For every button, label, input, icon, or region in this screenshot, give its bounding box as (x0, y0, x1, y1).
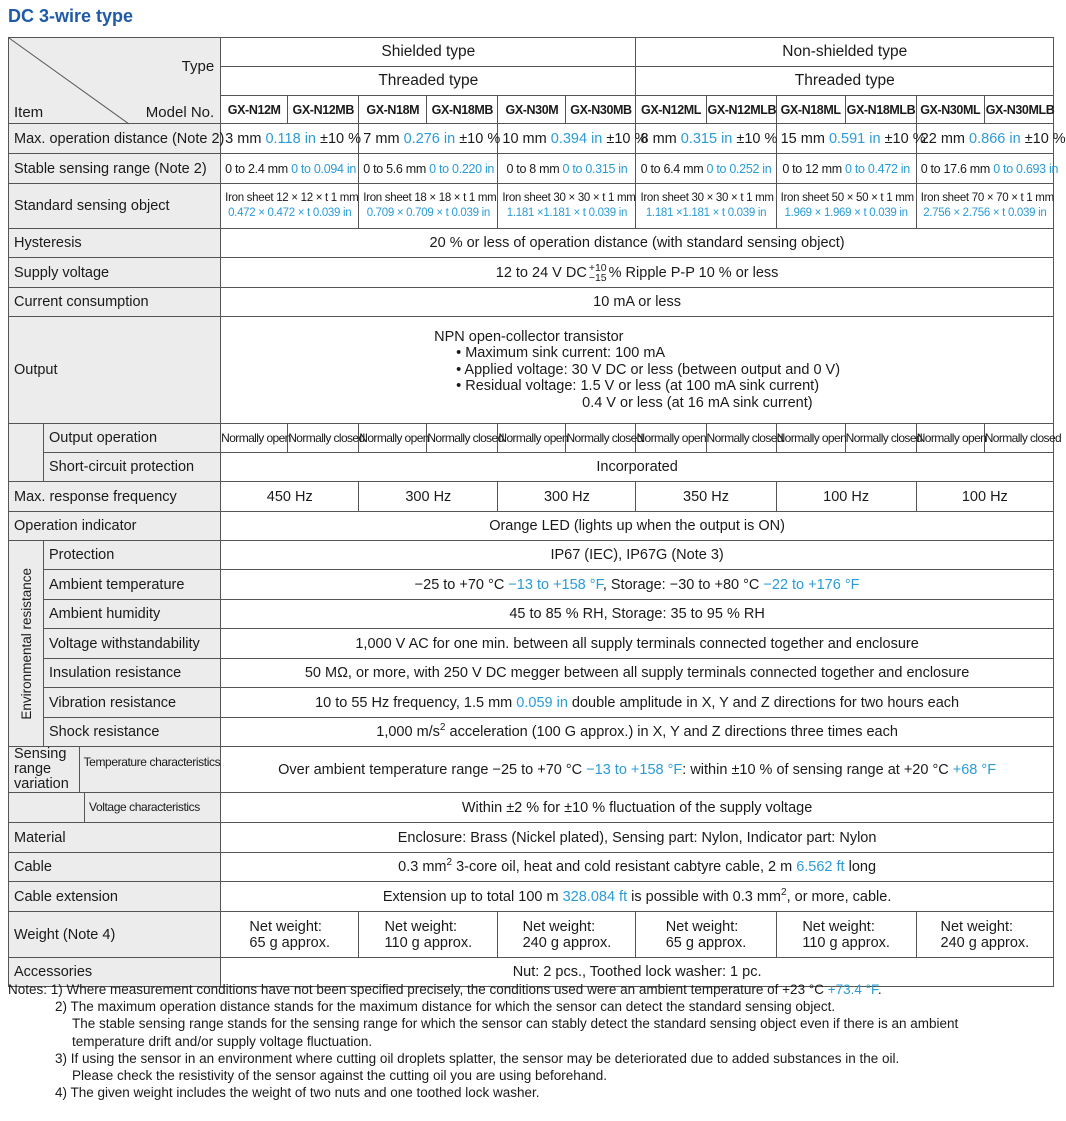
cable-row (9, 853, 1054, 882)
spec-cell: 0 to 6.4 mm 0 to 0.252 in (636, 154, 776, 184)
note-3: 3) If using the sensor in an environment where cutting oil droplets splatter, the sensor may be deteriorated due to added substances in the oil. (55, 1050, 900, 1066)
row-label: Operation indicator (9, 512, 221, 541)
spec-cell: Normally open (498, 424, 566, 453)
row-label: Weight (Note 4) (9, 912, 221, 958)
model-number: GX-N18M (359, 96, 427, 124)
short-circuit-row (9, 453, 1054, 482)
spec-cell: Net weight: 240 g approx. (916, 912, 1053, 958)
spec-cell: 0 to 8 mm 0 to 0.315 in (498, 154, 636, 184)
spec-cell: 7 mm 0.276 in ±10 % (359, 124, 498, 154)
model-number: GX-N30M (498, 96, 566, 124)
sensing-object-row (9, 184, 1054, 229)
cable-extension-row (9, 882, 1054, 912)
row-label: Output (9, 317, 221, 424)
model-number: GX-N30MLB (984, 96, 1053, 124)
spec-value: Within ±2 % for ±10 % fluctuation of the supply voltage (221, 793, 1054, 823)
srv-cell (9, 793, 221, 823)
insulation-row (9, 659, 1054, 688)
row-label: Stable sensing range (Note 2) (9, 154, 221, 184)
model-number: GX-N18MLB (845, 96, 916, 124)
notes (8, 981, 1058, 1101)
spec-cell: Iron sheet 12 × 12 × t 1 mm 0.472 × 0.472 × t 0.039 in (221, 184, 359, 229)
spec-cell: Net weight: 240 g approx. (498, 912, 636, 958)
spec-cell: Iron sheet 30 × 30 × t 1 mm 1.181 ×1.181 × t 0.039 in (498, 184, 636, 229)
shielded-type-header: Shielded type (221, 38, 636, 67)
row-label: Ambient humidity (44, 600, 221, 629)
spec-cell: Normally closed (427, 424, 498, 453)
row-label: Cable (9, 853, 221, 882)
protection-row (9, 541, 1054, 570)
spec-cell: 300 Hz (359, 482, 498, 512)
spec-value: Over ambient temperature range −25 to +70 °C −13 to +158 °F: within ±10 % of sensing range at +20 °C +68 °F (221, 747, 1054, 793)
ambient-temp-row (9, 570, 1054, 600)
srv-cell (9, 747, 221, 793)
spec-value: −25 to +70 °C −13 to +158 °F, Storage: −30 to +80 °C −22 to +176 °F (221, 570, 1054, 600)
spec-cell: Iron sheet 18 × 18 × t 1 mm 0.709 × 0.709 × t 0.039 in (359, 184, 498, 229)
spec-cell: Iron sheet 50 × 50 × t 1 mm 1.969 × 1.969 × t 0.039 in (776, 184, 916, 229)
spec-cell: Normally open (221, 424, 288, 453)
indicator-row (9, 512, 1054, 541)
spec-cell: 0 to 17.6 mm 0 to 0.693 in (916, 154, 1053, 184)
output-operation-row (9, 424, 1054, 453)
spec-cell: Normally closed (566, 424, 636, 453)
spec-value: 10 mA or less (221, 288, 1054, 317)
spec-cell: 450 Hz (221, 482, 359, 512)
spec-cell: 100 Hz (776, 482, 916, 512)
output-details: NPN open-collector transistor • Maximum sink current: 100 mA • Applied voltage: 30 V DC or less (between output and 0 V) • Residual voltage: 1.5 V or less (at 100 mA sink current) 0.4 V or less (at 16 mA sink current) (434, 328, 841, 411)
spec-value: 45 to 85 % RH, Storage: 35 to 95 % RH (221, 600, 1054, 629)
spec-cell: Net weight: 110 g approx. (776, 912, 916, 958)
hysteresis-row (9, 229, 1054, 258)
spec-cell: Net weight: 110 g approx. (359, 912, 498, 958)
row-label: Max. operation distance (Note 2) (9, 124, 221, 154)
model-number: GX-N30ML (916, 96, 984, 124)
spec-cell: 0 to 5.6 mm 0 to 0.220 in (359, 154, 498, 184)
model-number: GX-N12MB (288, 96, 359, 124)
spec-cell: Net weight: 65 g approx. (636, 912, 776, 958)
spec-value: IP67 (IEC), IP67G (Note 3) (221, 541, 1054, 570)
row-label: Shock resistance (44, 718, 221, 747)
srv-volt-row (9, 793, 1054, 823)
row-label: Short-circuit protection (44, 453, 221, 482)
weight-row (9, 912, 1054, 958)
row-label: Current consumption (9, 288, 221, 317)
note-2: 2) The maximum operation distance stands for the maximum distance for which the sensor can detect the standard sensing object. (55, 999, 836, 1015)
item-label: Item (14, 104, 44, 121)
row-label: Vibration resistance (44, 688, 221, 718)
row-label: Hysteresis (9, 229, 221, 258)
spec-cell: Normally closed (845, 424, 916, 453)
spec-value: 1,000 V AC for one min. between all supply terminals connected together and enclosure (221, 629, 1054, 659)
spec-value (221, 317, 1054, 424)
note-2-cont: The stable sensing range stands for the sensing range for which the sensor can stably detect the standard sensing object even if there is an ambient (72, 1016, 959, 1032)
indent-cell (9, 424, 44, 453)
spec-cell: 22 mm 0.866 in ±10 % (916, 124, 1053, 154)
model-no-label: Model No. (145, 104, 215, 121)
stable-range-row (9, 154, 1054, 184)
max-distance-row (9, 124, 1054, 154)
spec-cell: Iron sheet 30 × 30 × t 1 mm 1.181 ×1.181 × t 0.039 in (636, 184, 776, 229)
row-label: Voltage withstandability (44, 629, 221, 659)
humidity-row (9, 600, 1054, 629)
spec-cell: 350 Hz (636, 482, 776, 512)
spec-value: Nut: 2 pcs., Toothed lock washer: 1 pc. (221, 958, 1054, 987)
spec-cell: Net weight: 65 g approx. (221, 912, 359, 958)
spec-value: 50 MΩ, or more, with 250 V DC megger between all supply terminals connected together and enclosure (221, 659, 1054, 688)
non-shielded-type-header: Non-shielded type (636, 38, 1054, 67)
shock-row (9, 718, 1054, 747)
spec-cell: Normally closed (984, 424, 1053, 453)
model-number: GX-N18ML (776, 96, 845, 124)
spec-cell: 10 mm 0.394 in ±10 % (498, 124, 636, 154)
response-frequency-row (9, 482, 1054, 512)
spec-cell: Normally open (359, 424, 427, 453)
withstand-row (9, 629, 1054, 659)
model-number: GX-N12M (221, 96, 288, 124)
spec-cell: Normally open (636, 424, 706, 453)
spec-cell: 15 mm 0.591 in ±10 % (776, 124, 916, 154)
row-label: Ambient temperature (44, 570, 221, 600)
row-label: Accessories (9, 958, 221, 987)
spec-value: Enclosure: Brass (Nickel plated), Sensing part: Nylon, Indicator part: Nylon (221, 823, 1054, 853)
note-4: 4) The given weight includes the weight of two nuts and one toothed lock washer. (55, 1085, 540, 1101)
note-1: Notes: 1) Where measurement conditions have not been specified precisely, the conditions used were an ambient temperature of +23 °C +73.4 °F. (8, 982, 882, 997)
material-row (9, 823, 1054, 853)
row-label: Output operation (44, 424, 221, 453)
type-label: Type (181, 58, 215, 75)
spec-value: 1,000 $m/s^2$ acceleration (100 G approx.) in X, Y and Z directions three times each (221, 718, 1054, 747)
row-label: Supply voltage (9, 258, 221, 288)
spec-value: Orange LED (lights up when the output is ON) (221, 512, 1054, 541)
header-corner (9, 38, 221, 124)
supply-voltage-row (9, 258, 1054, 288)
row-label: Protection (44, 541, 221, 570)
spec-cell: Normally open (776, 424, 845, 453)
row-label: Voltage characteristics (89, 800, 200, 814)
indent-cell (9, 453, 44, 482)
spec-cell: 8 mm 0.315 in ±10 % (636, 124, 776, 154)
note-2-cont: temperature drift and/or supply voltage fluctuation. (72, 1033, 373, 1049)
spec-value: 0.3 $mm^2$ 3-core oil, heat and cold resistant cabtyre cable, 2 m 6.562 ft long (221, 853, 1054, 882)
spec-cell: 300 Hz (498, 482, 636, 512)
model-number: GX-N18MB (427, 96, 498, 124)
spec-value: 12 to 24 V DC +10 −15 % Ripple P-P 10 % or less (221, 258, 1054, 288)
srv-group-label: Sensing range variation (9, 747, 80, 792)
row-label: Temperature characteristics (83, 755, 221, 769)
spec-table (8, 37, 1066, 987)
spec-value: 20 % or less of operation distance (with standard sensing object) (221, 229, 1054, 258)
spec-value: Incorporated (221, 453, 1054, 482)
spec-cell: 0 to 2.4 mm 0 to 0.094 in (221, 154, 359, 184)
output-row (9, 317, 1054, 424)
row-label: Cable extension (9, 882, 221, 912)
vibration-row (9, 688, 1054, 718)
spec-cell: 100 Hz (916, 482, 1053, 512)
current-row (9, 288, 1054, 317)
srv-group-spacer (9, 793, 85, 822)
page-title: DC 3-wire type (8, 6, 134, 26)
spec-cell: 0 to 12 mm 0 to 0.472 in (776, 154, 916, 184)
threaded-type-header: Threaded type (221, 67, 636, 96)
spec-cell: Normally closed (288, 424, 359, 453)
threaded-type-header: Threaded type (636, 67, 1054, 96)
srv-temp-row (9, 747, 1054, 793)
model-number: GX-N30MB (566, 96, 636, 124)
model-number: GX-N12ML (636, 96, 706, 124)
row-label: Insulation resistance (44, 659, 221, 688)
spec-value: 10 to 55 Hz frequency, 1.5 mm 0.059 in double amplitude in X, Y and Z directions for two hours each (221, 688, 1054, 718)
spec-value: Extension up to total 100 m 328.084 ft is possible with 0.3 $mm^2$, or more, cable. (221, 882, 1054, 912)
row-label: Standard sensing object (9, 184, 221, 229)
model-number: GX-N12MLB (706, 96, 776, 124)
spec-cell: Iron sheet 70 × 70 × t 1 mm 2.756 × 2.756 × t 0.039 in (916, 184, 1053, 229)
spec-cell: 3 mm 0.118 in ±10 % (221, 124, 359, 154)
row-label: Material (9, 823, 221, 853)
env-group-label: Environmental resistance (9, 541, 44, 747)
row-label: Max. response frequency (9, 482, 221, 512)
spec-cell: Normally open (916, 424, 984, 453)
spec-cell: Normally closed (706, 424, 776, 453)
note-3-cont: Please check the resistivity of the sensor against the cutting oil you are using beforehand. (72, 1068, 608, 1084)
